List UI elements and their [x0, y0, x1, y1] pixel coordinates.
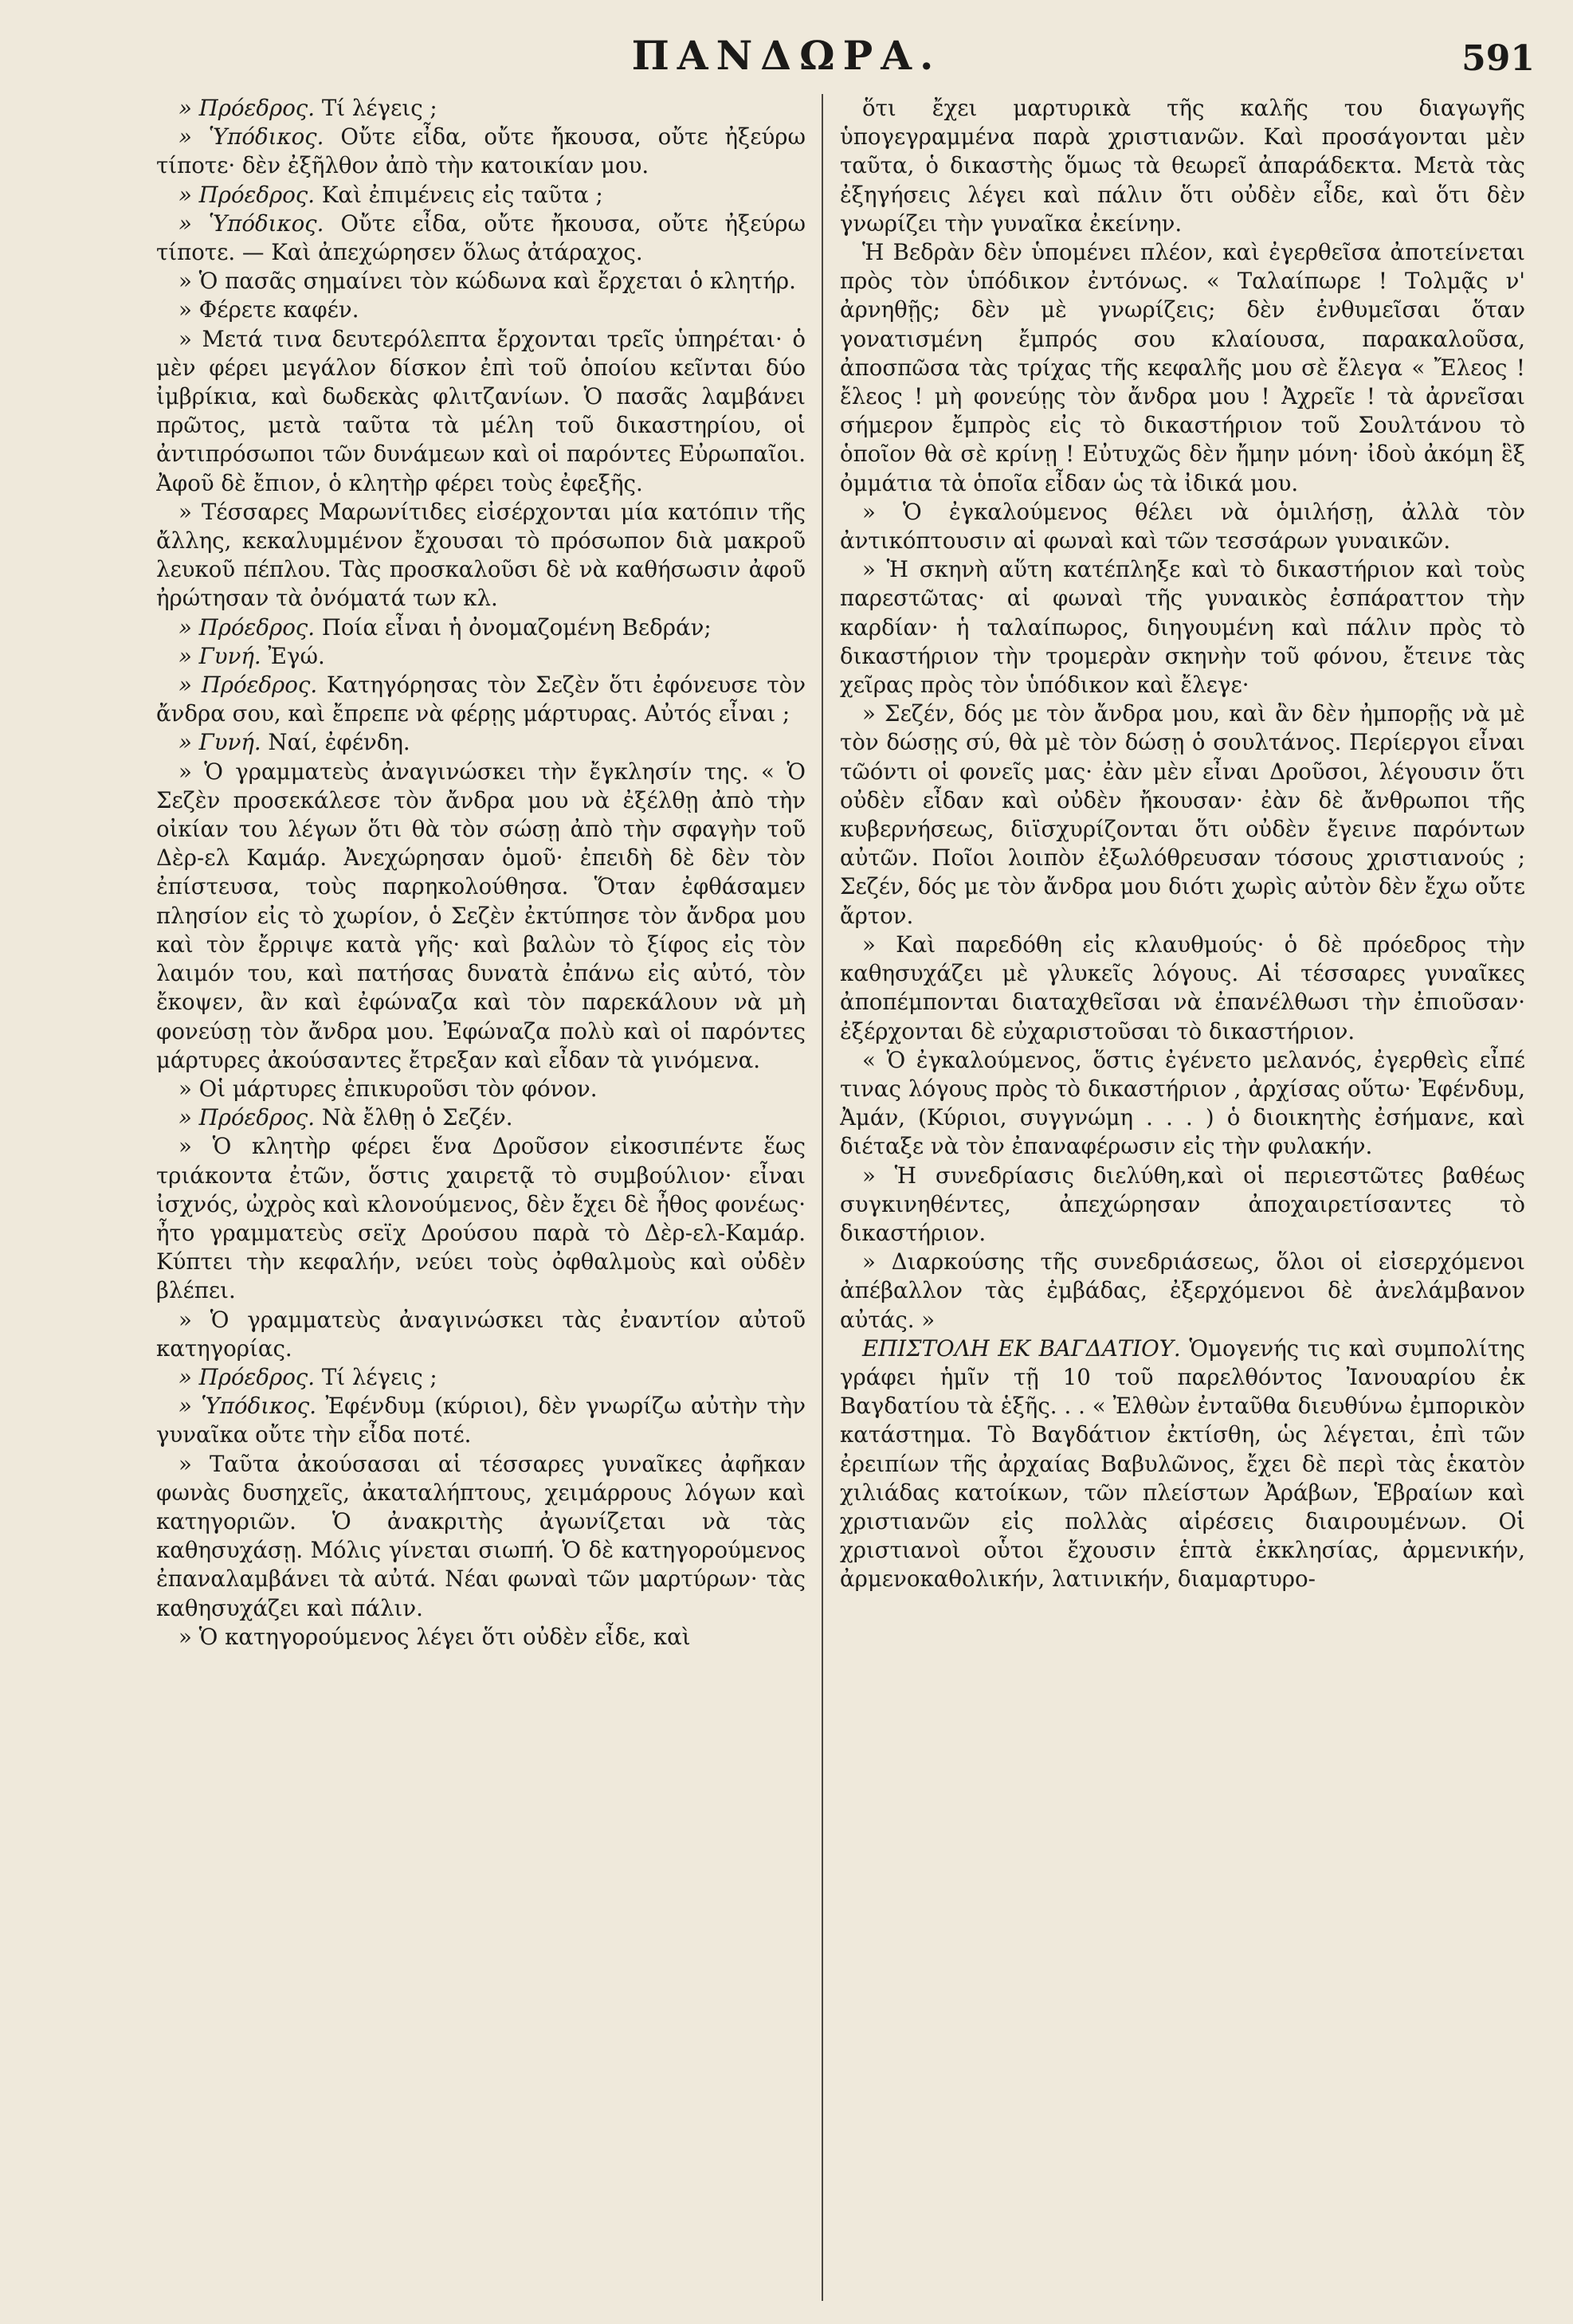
- paragraph-text: » Ταῦτα ἀκούσασαι αἱ τέσσαρες γυναῖκες ἀφῆκαν φωνὰς δυσηχεῖς, ἀκαταλήπτους, χειμάρρους λόγων καὶ κατηγοριῶν. Ὁ ἀνακριτὴς ἀγωνίζεται νὰ τὰς καθησυχάσῃ. Μόλις γίνεται σιωπή. Ὁ δὲ κατηγορούμενος ἐπαναλαμβάνει τὰ αὐτά. Νέαι φωναὶ τῶν μαρτύρων· τὰς καθησυχάζει καὶ πάλιν.: [156, 1450, 806, 1621]
- paragraph: [156, 642, 806, 671]
- speaker-label: » Πρόεδρος.: [178, 1363, 316, 1390]
- paragraph-text: » Σεζέν, δός με τὸν ἄνδρα μου, καὶ ἂν δὲν ἠμπορῇς νὰ μὲ τὸν δώσῃς σύ, θὰ μὲ τὸν δώσῃ ὁ σουλτάνος. Περίεργοι εἶναι τῶόντι οἱ φονεῖς μας· ἐὰν μὲν εἶναι Δροῦσοι, λέγουσιν ὅτι οὐδὲν εἶδαν καὶ οὐδὲν ἤκουσαν· ἐὰν δὲ ἄνθρωποι τῆς κυβερνήσεως, διϊσχυρίζονται ὅτι οὐδὲν ἔγεινε παρόντων αὐτῶν. Ποῖοι λοιπὸν ἐξωλόθρευσαν τόσους χριστιανούς ; Σεζέν, δός με τὸν ἄνδρα μου διότι χωρὶς αὐτὸν δὲν ἔχω οὔτε ἄρτον.: [840, 700, 1525, 929]
- page-header: [0, 24, 1573, 88]
- paragraph-text: Καὶ ἐπιμένεις εἰς ταῦτα ;: [315, 181, 603, 208]
- speaker-label: » Ὑπόδικος.: [178, 210, 324, 237]
- paragraph: [156, 94, 806, 123]
- paragraph-text: Ἐγώ.: [261, 642, 325, 669]
- paragraph: [156, 267, 806, 296]
- paragraph: [156, 1363, 806, 1392]
- paragraph-text: » Ὁ πασᾶς σημαίνει τὸν κώδωνα καὶ ἔρχεται ὁ κλητήρ.: [178, 268, 796, 295]
- speaker-label: » Πρόεδρος.: [178, 672, 318, 699]
- speaker-label: » Ὑπόδικος.: [178, 123, 324, 151]
- paragraph: [156, 758, 806, 1075]
- paragraph: [840, 238, 1525, 498]
- paragraph: [156, 210, 806, 267]
- left-column: [156, 94, 806, 2309]
- paragraph-text: » Ἡ σκηνὴ αὕτη κατέπληξε καὶ τὸ δικαστήριον καὶ τοὺς παρεστῶτας· αἱ φωναὶ τῆς γυναικὸς ἐσπάραττον τὴν καρδίαν· ἡ ταλαίπωρος, διηγουμένη καὶ πάλιν πρὸς τὸ δικαστήριον τὴν τρομερὰν σκηνὴν τοῦ φόνου, ἔτεινε τὰς χεῖρας πρὸς τὸν ὑπόδικον καὶ ἔλεγε·: [840, 556, 1525, 699]
- paragraph-text: Κατηγόρησας τὸν Σεζὲν ὅτι ἐφόνευσε τὸν ἄνδρα σου, καὶ ἔπρεπε νὰ φέρῃς μάρτυρας. Αὐτός εἶναι ;: [156, 672, 806, 727]
- paragraph: [840, 1248, 1525, 1334]
- paragraph-text: Ὁμογενής τις καὶ συμπολίτης γράφει ἡμῖν τῇ 10 τοῦ παρελθόντος Ἰανουαρίου ἐκ Βαγδατίου τὰ ἑξῆς. . . « Ἐλθὼν ἐνταῦθα διευθύνω ἐμπορικὸν κατάστημα. Τὸ Βαγδάτιον ἐκτίσθη, ὡς λέγεται, ἐπὶ τῶν ἐρειπίων τῆς ἀρχαίας Βαβυλῶνος, ἔχει δὲ περὶ τὰς ἑκατὸν χιλιάδας κατοίκων, τῶν πλείστων Ἀράβων, Ἑβραίων καὶ χριστιανῶν εἰς πολλὰς αἱρέσεις διαιρουμένων. Οἱ χριστιανοὶ οὗτοι ἔχουσιν ἑπτὰ ἐκκλησίας, ἀρμενικήν, ἀρμενοκαθολικήν, λατινικήν, διαμαρτυρο-: [840, 1334, 1525, 1593]
- paragraph-text: » Ὁ κλητὴρ φέρει ἕνα Δροῦσον εἰκοσιπέντε ἕως τριάκοντα ἐτῶν, ὅστις χαιρετᾷ τὸ συμβούλιον· εἶναι ἰσχνός, ὠχρὸς καὶ κλονούμενος, δὲν ἔχει δὲ ἦθος φονέως· ἦτο γραμματεὺς σεϊχ Δρούσου παρὰ τὸ Δὲρ-ελ-Καμάρ. Κύπτει τὴν κεφαλήν, νεύει τοὺς ὀφθαλμοὺς καὶ οὐδὲν βλέπει.: [156, 1133, 806, 1304]
- paragraph-text: Ποία εἶναι ἡ ὀνομαζομένη Βεδράν;: [315, 613, 712, 641]
- paragraph-text: » Τέσσαρες Μαρωνίτιδες εἰσέρχονται μία κατόπιν τῆς ἄλλης, κεκαλυμμένον ἔχουσαι τὸ πρόσωπον διὰ μακροῦ λευκοῦ πέπλου. Τὰς προσκαλοῦσι δὲ νὰ καθήσωσιν ἀφοῦ ἠρώτησαν τὰ ὀνόματά των κλ.: [156, 498, 806, 612]
- paragraph-text: » Ὁ ἐγκαλούμενος θέλει νὰ ὁμιλήσῃ, ἀλλὰ τὸν ἀντικόπτουσιν αἱ φωναὶ καὶ τῶν τεσσάρων γυναικῶν.: [840, 498, 1525, 555]
- paragraph: [156, 1623, 806, 1652]
- paragraph: [840, 555, 1525, 700]
- paragraph-text: Τί λέγεις ;: [315, 95, 437, 121]
- paragraph-text: » Ὁ γραμματεὺς ἀναγινώσκει τὴν ἔγκλησίν της. « Ὁ Σεζὲν προσεκάλεσε τὸν ἄνδρα μου νὰ ἐξέλθῃ ἀπὸ τὴν οἰκίαν του λέγων ὅτι θὰ τὸν σώσῃ ἀπὸ τὴν σφαγὴν τοῦ Δὲρ-ελ Καμάρ. Ἀνεχώρησαν ὁμοῦ· ἐπειδὴ δὲ δὲν τὸν ἐπίστευσα, τοὺς παρηκολούθησα. Ὅταν ἐφθάσαμεν πλησίον εἰς τὸ χωρίον, ὁ Σεζὲν ἐκτύπησε τὸν ἄνδρα μου καὶ τὸν ἔρριψε κατὰ γῆς· καὶ βαλὼν τὸ ξίφος εἰς τὸν λαιμόν του, καὶ πατήσας δυνατὰ ἐπάνω εἰς αὐτό, τὸν ἔκοψεν, ἂν καὶ ἐφώναζα καὶ τὸν παρεκάλουν νὰ μὴ φονεύσῃ τὸν ἄνδρα μου. Ἐφώναζα πολὺ καὶ οἱ παρόντες μάρτυρες ἀκούσαντες ἔτρεξαν καὶ εἶδαν τὰ γινόμενα.: [156, 758, 806, 1073]
- paragraph: [156, 181, 806, 210]
- paragraph-text: Τί λέγεις ;: [315, 1363, 437, 1390]
- speaker-label: » Πρόεδρος.: [178, 95, 316, 121]
- paragraph: [156, 498, 806, 613]
- paragraph: [840, 1334, 1525, 1594]
- paragraph-text: ὅτι ἔχει μαρτυρικὰ τῆς καλῆς του διαγωγῆς ὑπογεγραμμένα παρὰ χριστιανῶν. Καὶ προσάγονται μὲν ταῦτα, ὁ δικαστὴς ὅμως τὰ θεωρεῖ ἀπαράδεκτα. Μετὰ τὰς ἐξηγήσεις λέγει καὶ πάλιν ὅτι οὐδὲν εἶδε, καὶ ὅτι δὲν γνωρίζει τὴν γυναῖκα ἐκείνην.: [840, 95, 1525, 237]
- right-column: [840, 94, 1525, 2309]
- speaker-label: » Γυνή.: [178, 729, 261, 756]
- running-title: ΠΑΝΔΩΡΑ.: [631, 32, 942, 79]
- paragraph: [156, 123, 806, 180]
- paragraph: [840, 498, 1525, 555]
- paragraph-text: Ναί, ἐφένδη.: [261, 729, 410, 756]
- paragraph: [156, 1075, 806, 1103]
- paragraph: [840, 700, 1525, 931]
- paragraph: [156, 1392, 806, 1449]
- speaker-label: » Πρόεδρος.: [178, 1104, 316, 1131]
- paragraph-text: » Μετά τινα δευτερόλεπτα ἔρχονται τρεῖς ὑπηρέται· ὁ μὲν φέρει μεγάλον δίσκον ἐπὶ τοῦ ὁποίου κεῖνται δύο ἰμβρίκια, καὶ δωδεκὰς φλιτζανίων. Ὁ πασᾶς λαμβάνει πρῶτος, μετὰ ταῦτα τὰ μέλη τοῦ δικαστηρίου, οἱ ἀντιπρόσωποι τῶν δυνάμεων καὶ οἱ παρόντες Εὐρωπαῖοι. Ἀφοῦ δὲ ἔπιον, ὁ κλητὴρ φέρει τοὺς ἐφεξῆς.: [156, 325, 806, 496]
- paragraph-text: Οὔτε εἶδα, οὔτε ἤκουσα, οὔτε ἠξεύρω τίποτε· δὲν ἐξῆλθον ἀπὸ τὴν κατοικίαν μου.: [156, 123, 806, 179]
- paragraph-text: » Ὁ κατηγορούμενος λέγει ὅτι οὐδὲν εἶδε, καὶ: [178, 1623, 691, 1650]
- paragraph: [840, 1046, 1525, 1162]
- speaker-label: » Πρόεδρος.: [178, 613, 316, 641]
- paragraph: [156, 325, 806, 498]
- paragraph: [156, 1450, 806, 1623]
- paragraph-text: Ἐφένδυμ (κύριοι), δὲν γνωρίζω αὐτὴν τὴν γυναῖκα οὔτε τὴν εἶδα ποτέ.: [156, 1393, 806, 1448]
- paragraph: [840, 94, 1525, 238]
- paragraph-text: » Φέρετε καφέν.: [178, 296, 359, 323]
- column-divider: [822, 94, 823, 2301]
- speaker-label: » Ὑπόδικος.: [178, 1393, 316, 1420]
- speaker-label: ΕΠΙΣΤΟΛΗ ΕΚ ΒΑΓΔΑΤΙΟΥ.: [862, 1334, 1181, 1362]
- paragraph-text: Ἡ Βεδρὰν δὲν ὑπομένει πλέον, καὶ ἐγερθεῖσα ἀποτείνεται πρὸς τὸν ὑπόδικον ἐντόνως. « Ταλαίπωρε ! Τολμᾷς ν' ἀρνηθῇς; δὲν μὲ γνωρίζεις; δὲν ἐνθυμεῖσαι ὅταν γονατισμένη ἔμπρός σου κλαίουσα, παρακαλοῦσα, ἀποσπῶσα τὰς τρίχας τῆς κεφαλῆς μου σὲ ἔλεγα « Ἔλεος ! ἔλεος ! μὴ φονεύῃς τὸν ἄνδρα μου ! Ἀχρεῖε ! τὰ ἀρνεῖσαι σήμερον ἔμπρὸς εἰς τὸ δικαστήριον τοῦ Σουλτάνου τὸ ὁποῖον θὰ σὲ κρίνῃ ! Εὐτυχῶς δὲν ἤμην μόνη· ἰδοὺ ἀκόμη ἓξ ὀμμάτια τὰ ὁποῖα εἶδαν ὡς τὰ ἰδικά μου.: [840, 239, 1525, 496]
- paragraph: [156, 1103, 806, 1132]
- paragraph-text: » Διαρκούσης τῆς συνεδριάσεως, ὅλοι οἱ εἰσερχόμενοι ἀπέβαλλον τὰς ἐμβάδας, ἐξερχόμενοι δὲ ἀνελάμβανον αὐτάς. »: [840, 1248, 1525, 1333]
- paragraph: [156, 613, 806, 642]
- paragraph: [156, 296, 806, 324]
- paragraph-text: « Ὁ ἐγκαλούμενος, ὅστις ἐγένετο μελανός, ἐγερθεὶς εἶπέ τινας λόγους πρὸς τὸ δικαστήριον , ἀρχίσας οὕτω· Ἐφένδυμ, Ἀμάν, (Κύριοι, συγγνώμη . . . ) ὁ διοικητὴς ἐσήμανε, καὶ διέταξε νὰ τὸν ἐπαναφέρωσιν εἰς τὴν φυλακήν.: [840, 1046, 1525, 1160]
- paragraph: [840, 1162, 1525, 1248]
- paragraph: [156, 671, 806, 728]
- paragraph-text: » Οἱ μάρτυρες ἐπικυροῦσι τὸν φόνον.: [178, 1075, 598, 1102]
- paragraph: [156, 728, 806, 757]
- paragraph-text: » Καὶ παρεδόθη εἰς κλαυθμούς· ὁ δὲ πρόεδρος τὴν καθησυχάζει μὲ γλυκεῖς λόγους. Αἱ τέσσαρες γυναῖκες ἀποπέμπονται διαταχθεῖσαι νὰ ἐπανέλθωσι τὴν ἐπιοῦσαν· ἐξέρχονται δὲ εὐχαριστοῦσαι τὸ δικαστήριον.: [840, 931, 1525, 1044]
- paragraph-text: Νὰ ἔλθῃ ὁ Σεζέν.: [315, 1104, 513, 1131]
- paragraph-text: » Ἡ συνεδρίασις διελύθη,καὶ οἱ περιεστῶτες βαθέως συγκινηθέντες, ἀπεχώρησαν ἀποχαιρετίσαντες τὸ δικαστήριον.: [840, 1162, 1525, 1246]
- paragraph-text: Οὔτε εἶδα, οὔτε ἤκουσα, οὔτε ἠξεύρω τίποτε. — Καὶ ἀπεχώρησεν ὅλως ἀτάραχος.: [156, 210, 806, 266]
- paragraph: [156, 1132, 806, 1305]
- paragraph-text: » Ὁ γραμματεὺς ἀναγινώσκει τὰς ἐναντίον αὐτοῦ κατηγορίας.: [156, 1306, 806, 1362]
- paragraph: [156, 1306, 806, 1363]
- paragraph: [840, 931, 1525, 1046]
- speaker-label: » Πρόεδρος.: [178, 181, 316, 208]
- page-number: 591: [1461, 38, 1535, 79]
- speaker-label: » Γυνή.: [178, 642, 261, 669]
